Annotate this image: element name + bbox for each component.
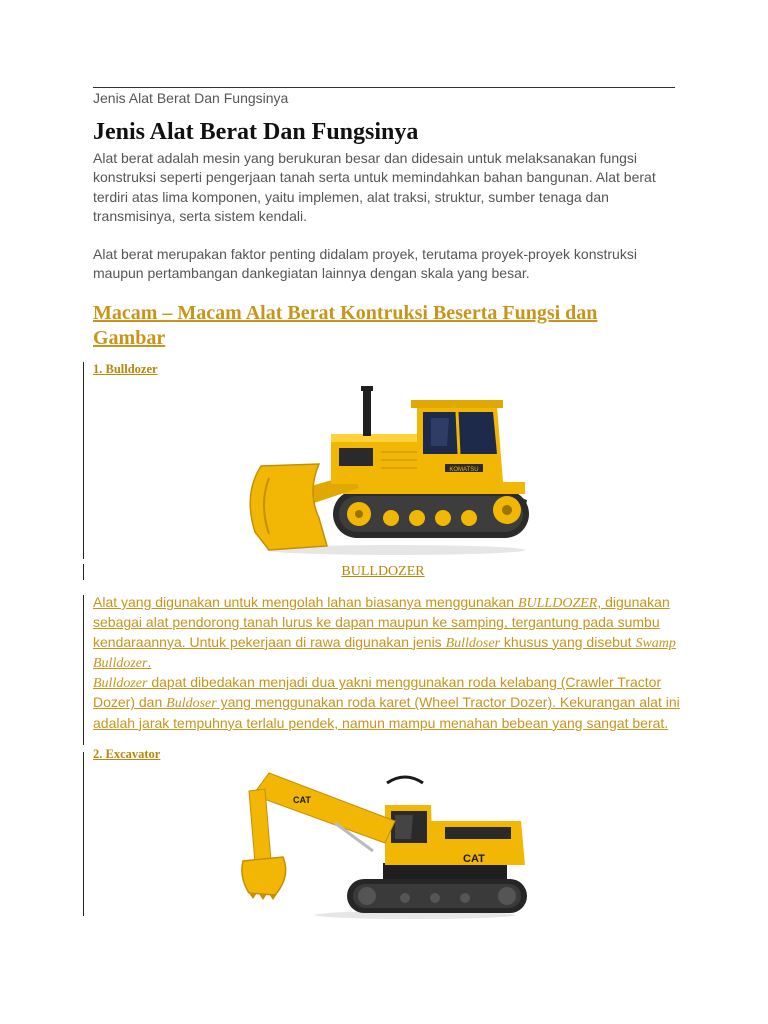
bulldozer-image [235,382,535,557]
section-heading[interactable]: Macam – Macam Alat Berat Kontruksi Beserta Fungsi dan Gambar [93,302,598,349]
bulldozer-caption[interactable]: BULLDOZER [341,564,425,579]
margin-bar [83,362,84,559]
desc-text: . [147,653,152,670]
intro-paragraph-1: Alat berat adalah mesin yang berukuran besar dan didesain untuk melaksanakan fungsi konstruksi seperti pengerjaan tanah serta untuk memindahkan bahan bangunan. Alat berat terdiri atas lima komponen, yaitu implemen, alat traksi, struktur, sumber tenaga dan transmisinya, serta sistem kendali. [93,150,656,224]
desc-emphasis: BULLDOZER [517,596,598,611]
desc-emphasis: Bulldozer [93,676,148,692]
desc-text: yang menggunakan roda karet (Wheel Tractor Dozer). Kekurangan alat ini adalah jarak tempuhnya terlalu pendek, namun mampu menahan bebean yang sangat berat. [93,694,680,731]
margin-bar [83,752,84,916]
top-rule [93,87,675,88]
desc-text: khusus yang disebut [500,633,636,650]
desc-text: Alat yang digunakan untuk mengolah lahan biasanya menggunakan [93,594,518,610]
intro-paragraph-2: Alat berat merupakan faktor penting didalam proyek, terutama proyek-proyek konstruksi maupun pertambangan dankegiatan lainnya dengan skala yang besar. [93,246,637,282]
article-title: Jenis Alat Berat Dan Fungsinya [93,119,419,145]
excavator-image [235,765,530,920]
margin-bar [83,595,84,745]
desc-emphasis: Swamp Bulldozer [93,635,676,671]
item-heading-excavator[interactable]: 2. Excavator [93,747,161,761]
bulldozer-brand-label: KOMATSU [449,467,479,473]
desc-text: , digunakan sebagai alat pendorong tanah lurus ke dapan maupun ke samping, tergantung pada sumbu kendaraannya. Untuk pekerjaan di rawa digunakan jenis [93,594,670,650]
document-header-title: Jenis Alat Berat Dan Fungsinya [93,90,289,106]
excavator-house-brand: CAT [463,853,485,865]
desc-emphasis: Buldoser [166,696,217,712]
margin-bar [83,564,84,580]
excavator-boom-brand: CAT [293,795,311,805]
bulldozer-description[interactable] [93,593,681,733]
item-heading-bulldozer[interactable]: 1. Bulldozer [93,362,158,376]
desc-emphasis: Bulldoser [445,635,501,651]
desc-text: dapat dibedakan menjadi dua yakni menggunakan roda kelabang (Crawler Tractor Dozer) dan [93,674,662,711]
